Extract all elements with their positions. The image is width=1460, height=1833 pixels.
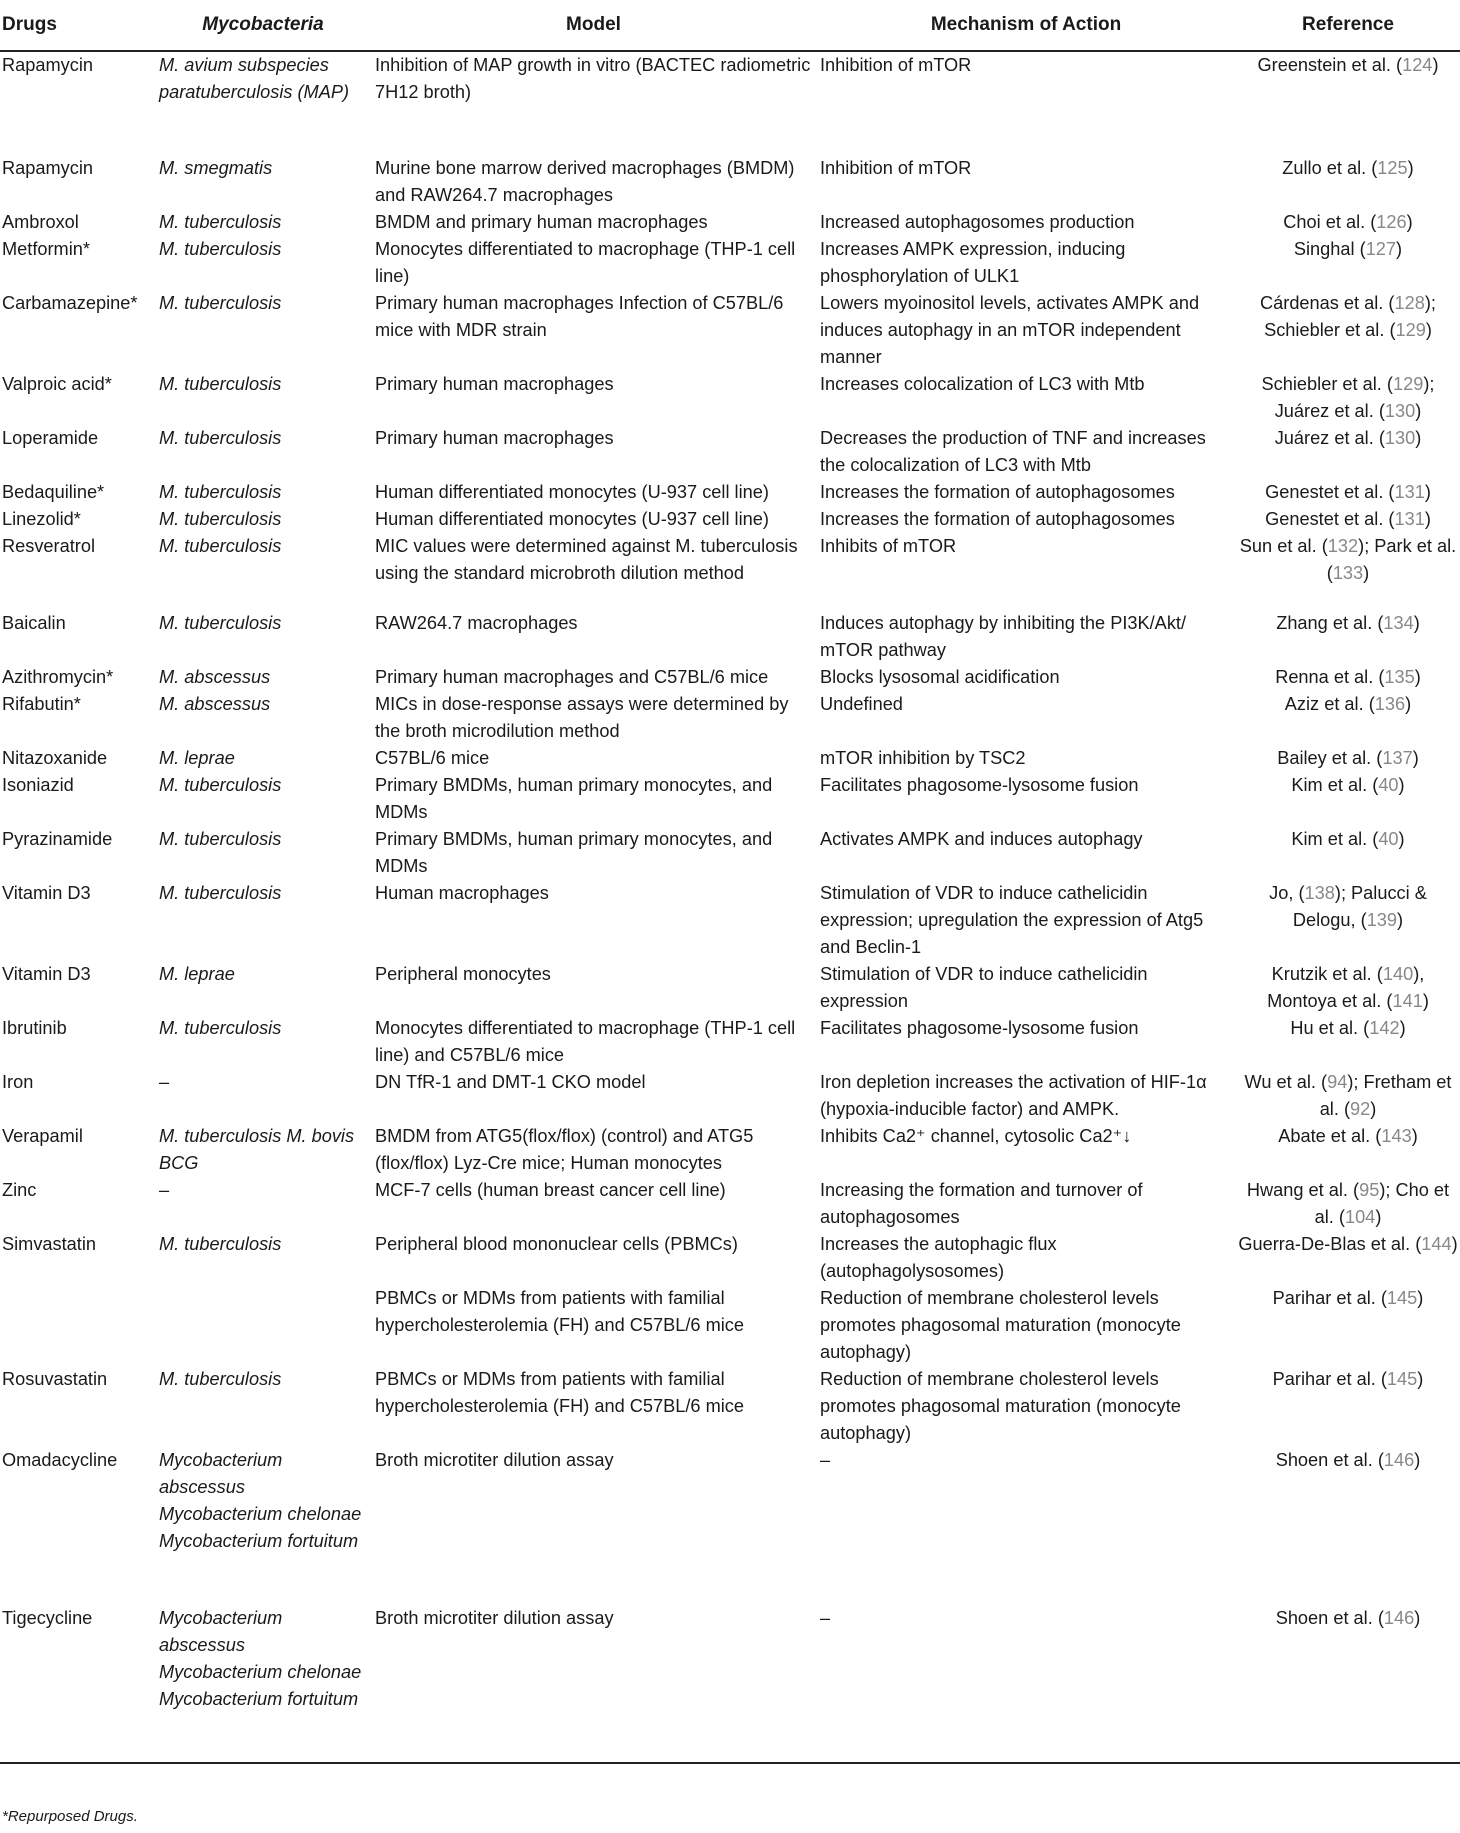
mechanism-cell: Decreases the production of TNF and increases the colocalization of LC3 with Mtb (820, 428, 1206, 475)
reference-cell: Bailey et al. (137) (1277, 748, 1419, 768)
mycobacteria-cell: M. tuberculosis (159, 829, 282, 849)
drug-cell: Loperamide (2, 428, 99, 448)
table-row (0, 1123, 1460, 1177)
reference-cell: Juárez et al. (130) (1274, 428, 1422, 448)
table-row (0, 506, 1460, 533)
table-row (0, 1366, 1460, 1447)
mechanism-cell: Iron depletion increases the activation of HIF-1α (hypoxia-inducible factor) and AMPK. (820, 1072, 1207, 1119)
model-cell: Broth microtiter dilution assay (375, 1450, 614, 1470)
table-row (0, 664, 1460, 691)
table-row (0, 1285, 1460, 1366)
header-mycobacteria: Mycobacteria (155, 0, 371, 51)
model-cell: Primary human macrophages (375, 374, 614, 394)
mycobacteria-cell: M. tuberculosis (159, 775, 282, 795)
mycobacteria-cell: M. abscessus (159, 667, 271, 687)
model-cell: Human macrophages (375, 883, 549, 903)
mechanism-cell: Undefined (820, 694, 903, 714)
drug-cell: Isoniazid (2, 775, 74, 795)
model-cell: Murine bone marrow derived macrophages (BMDM) and RAW264.7 macrophages (375, 158, 795, 205)
mechanism-cell: Increases the autophagic flux (autophagolysosomes) (820, 1234, 1057, 1281)
drug-cell: Ibrutinib (2, 1018, 67, 1038)
mechanism-cell: Inhibits Ca2⁺ channel, cytosolic Ca2⁺↓ (820, 1126, 1132, 1146)
model-cell: BMDM and primary human macrophages (375, 212, 708, 232)
model-cell: MICs in dose-response assays were determined by the broth microdilution method (375, 694, 789, 741)
mycobacteria-cell: M. leprae (159, 964, 235, 984)
header-reference: Reference (1236, 0, 1460, 51)
header-drugs: Drugs (0, 0, 155, 51)
mechanism-cell: Facilitates phagosome-lysosome fusion (820, 775, 1139, 795)
drug-cell: Nitazoxanide (2, 748, 108, 768)
reference-cell: Jo, (138); Palucci & Delogu, (139) (1269, 883, 1427, 930)
reference-cell: Cárdenas et al. (128); Schiebler et al. (129) (1260, 293, 1436, 340)
mycobacteria-cell: M. tuberculosis (159, 293, 282, 313)
mechanism-cell: Reduction of membrane cholesterol levels promotes phagosomal maturation (monocyte autophagy) (820, 1288, 1181, 1362)
mechanism-cell: Stimulation of VDR to induce cathelicidin expression; upregulation the expression of Atg5 and Beclin-1 (820, 883, 1204, 957)
reference-cell: Krutzik et al. (140), Montoya et al. (141) (1267, 964, 1429, 1011)
mechanism-cell: Stimulation of VDR to induce cathelicidin expression (820, 964, 1148, 1011)
table-row (0, 479, 1460, 506)
table-row (0, 610, 1460, 664)
footnote: *Repurposed Drugs. (2, 1808, 138, 1825)
model-cell: Primary human macrophages (375, 428, 614, 448)
mechanism-cell: Activates AMPK and induces autophagy (820, 829, 1143, 849)
drug-cell (0, 1285, 155, 1366)
drug-cell: Carbamazepine* (2, 293, 138, 313)
reference-cell: Kim et al. (40) (1291, 775, 1405, 795)
model-cell: Primary BMDMs, human primary monocytes, and MDMs (375, 829, 773, 876)
table-row (0, 745, 1460, 772)
reference-cell: Schiebler et al. (129); Juárez et al. (130) (1261, 374, 1435, 421)
mechanism-cell: – (816, 1605, 1236, 1763)
reference-cell: Parihar et al. (145) (1272, 1369, 1424, 1389)
mechanism-cell: Increases colocalization of LC3 with Mtb (820, 374, 1145, 394)
model-cell: PBMCs or MDMs from patients with familial hypercholesterolemia (FH) and C57BL/6 mice (375, 1288, 744, 1335)
reference-cell: Zullo et al. (125) (1282, 158, 1414, 178)
mycobacteria-cell: M. tuberculosis (159, 1018, 282, 1038)
reference-cell: Genestet et al. (131) (1265, 482, 1431, 502)
model-cell: MIC values were determined against M. tuberculosis using the standard microbroth dilution method (375, 536, 798, 583)
drug-cell: Bedaquiline* (2, 482, 105, 502)
table-row (0, 1447, 1460, 1605)
table-row (0, 290, 1460, 371)
table-row (0, 51, 1460, 155)
mechanism-cell: Increases AMPK expression, inducing phosphorylation of ULK1 (820, 239, 1126, 286)
table-row (0, 425, 1460, 479)
mechanism-cell: Increases the formation of autophagosomes (820, 482, 1175, 502)
mycobacteria-cell: M. tuberculosis (159, 1234, 282, 1254)
model-cell: C57BL/6 mice (375, 748, 490, 768)
table-row (0, 1015, 1460, 1069)
reference-cell: Hu et al. (142) (1290, 1018, 1406, 1038)
mycobacteria-cell: M. smegmatis (159, 158, 273, 178)
table-row (0, 533, 1460, 610)
mechanism-cell: mTOR inhibition by TSC2 (820, 748, 1026, 768)
drug-cell: Tigecycline (0, 1605, 155, 1763)
drug-cell: Linezolid* (2, 509, 81, 529)
model-cell: Peripheral monocytes (375, 964, 551, 984)
model-cell: DN TfR-1 and DMT-1 CKO model (375, 1072, 646, 1092)
reference-cell: Wu et al. (94); Fretham et al. (92) (1244, 1072, 1452, 1119)
mycobacteria-cell: M. tuberculosis (159, 428, 282, 448)
header-model: Model (371, 0, 816, 51)
model-cell: MCF-7 cells (human breast cancer cell line) (375, 1180, 726, 1200)
table-row (0, 1605, 1460, 1763)
drug-cell: Rapamycin (2, 158, 93, 178)
mycobacteria-cell: – (159, 1180, 170, 1200)
drug-cell: Zinc (2, 1180, 37, 1200)
mechanism-cell: Increasing the formation and turnover of autophagosomes (820, 1180, 1143, 1227)
mycobacteria-cell: M. tuberculosis (159, 509, 282, 529)
drug-cell: Rifabutin* (2, 694, 81, 714)
reference-cell: Sun et al. (132); Park et al. (133) (1239, 536, 1457, 583)
model-cell: Primary human macrophages Infection of C57BL/6 mice with MDR strain (375, 293, 784, 340)
table-row (0, 772, 1460, 826)
drug-cell: Iron (2, 1072, 34, 1092)
mechanism-cell: Increases the formation of autophagosomes (820, 509, 1175, 529)
mycobacteria-cell: M. tuberculosis (159, 536, 282, 556)
mycobacteria-cell: – (159, 1072, 170, 1092)
drug-cell: Pyrazinamide (2, 829, 113, 849)
mycobacteria-cell: M. tuberculosis (159, 212, 282, 232)
reference-cell: Parihar et al. (145) (1272, 1288, 1424, 1308)
drug-cell: Metformin* (2, 239, 90, 259)
drug-cell: Azithromycin* (2, 667, 114, 687)
drug-cell: Rapamycin (2, 55, 93, 75)
reference-cell: Singhal (127) (1293, 239, 1403, 259)
mycobacteria-cell: M. avium subspecies paratuberculosis (MAP) (159, 55, 350, 102)
mechanism-cell: Inhibits of mTOR (820, 536, 957, 556)
drug-cell: Omadacycline (2, 1450, 118, 1470)
drug-cell: Vitamin D3 (2, 964, 91, 984)
mycobacteria-cell: Mycobacterium abscessus Mycobacterium chelonae Mycobacterium fortuitum (155, 1605, 371, 1763)
header-row (0, 0, 1460, 51)
model-cell: Human differentiated monocytes (U-937 cell line) (375, 482, 769, 502)
reference-cell: Genestet et al. (131) (1265, 509, 1431, 529)
model-cell: Primary human macrophages and C57BL/6 mice (375, 667, 769, 687)
reference-cell: Greenstein et al. (124) (1257, 55, 1439, 75)
model-cell: Monocytes differentiated to macrophage (THP-1 cell line) (375, 239, 796, 286)
reference-cell: Shoen et al. (146) (1275, 1450, 1421, 1470)
model-cell: BMDM from ATG5(flox/flox) (control) and ATG5 (flox/flox) Lyz-Cre mice; Human monocytes (375, 1126, 754, 1173)
reference-cell: Hwang et al. (95); Cho et al. (104) (1246, 1180, 1450, 1227)
table-row (0, 961, 1460, 1015)
reference-cell: Aziz et al. (136) (1284, 694, 1412, 714)
reference-cell: Kim et al. (40) (1291, 829, 1405, 849)
drug-cell: Verapamil (2, 1126, 83, 1146)
mechanism-cell: Induces autophagy by inhibiting the PI3K/Akt/ mTOR pathway (820, 613, 1187, 660)
drug-cell: Resveratrol (2, 536, 95, 556)
drug-cell: Ambroxol (2, 212, 79, 232)
model-cell: PBMCs or MDMs from patients with familial hypercholesterolemia (FH) and C57BL/6 mice (375, 1369, 744, 1416)
mechanism-cell: – (820, 1450, 831, 1470)
mechanism-cell: Reduction of membrane cholesterol levels promotes phagosomal maturation (monocyte autophagy) (820, 1369, 1181, 1443)
drug-cell: Rosuvastatin (2, 1369, 108, 1389)
reference-cell: Shoen et al. (146) (1236, 1605, 1460, 1763)
model-cell: Inhibition of MAP growth in vitro (BACTEC radiometric 7H12 broth) (375, 55, 811, 102)
drug-cell: Simvastatin (2, 1234, 97, 1254)
mycobacteria-cell: M. tuberculosis (159, 374, 282, 394)
mechanism-cell: Lowers myoinositol levels, activates AMPK and induces autophagy in an mTOR independent manner (820, 293, 1200, 367)
model-cell: Broth microtiter dilution assay (371, 1605, 816, 1763)
table-row (0, 236, 1460, 290)
model-cell: Monocytes differentiated to macrophage (THP-1 cell line) and C57BL/6 mice (375, 1018, 796, 1065)
table-row (0, 1231, 1460, 1285)
mechanism-cell: Blocks lysosomal acidification (820, 667, 1060, 687)
mechanism-cell: Facilitates phagosome-lysosome fusion (820, 1018, 1139, 1038)
drug-cell: Valproic acid* (2, 374, 112, 394)
table-row (0, 209, 1460, 236)
table-row (0, 880, 1460, 961)
mycobacteria-cell: M. tuberculosis (159, 883, 282, 903)
mycobacteria-cell: M. tuberculosis (159, 1369, 282, 1389)
mycobacteria-cell (155, 1285, 371, 1366)
mycobacteria-cell: Mycobacterium abscessus Mycobacterium chelonae Mycobacterium fortuitum (159, 1450, 362, 1551)
mechanism-cell: Inhibition of mTOR (820, 158, 972, 178)
reference-cell: Guerra-De-Blas et al. (144) (1238, 1234, 1458, 1254)
mycobacteria-cell: M. tuberculosis M. bovis BCG (159, 1126, 355, 1173)
mycobacteria-cell: M. abscessus (159, 694, 271, 714)
model-cell: Human differentiated monocytes (U-937 cell line) (375, 509, 769, 529)
table-body (0, 51, 1460, 1763)
mycobacteria-cell: M. tuberculosis (159, 239, 282, 259)
mechanism-cell: Increased autophagosomes production (820, 212, 1135, 232)
table-row (0, 1177, 1460, 1231)
mechanism-cell: Inhibition of mTOR (820, 55, 972, 75)
drug-cell: Baicalin (2, 613, 66, 633)
mycobacteria-cell: M. tuberculosis (159, 482, 282, 502)
model-cell: Peripheral blood mononuclear cells (PBMCs) (375, 1234, 738, 1254)
table-row (0, 826, 1460, 880)
drug-cell: Vitamin D3 (2, 883, 91, 903)
reference-cell: Abate et al. (143) (1278, 1126, 1418, 1146)
reference-cell: Zhang et al. (134) (1276, 613, 1420, 633)
mycobacteria-cell: M. tuberculosis (159, 613, 282, 633)
model-cell: Primary BMDMs, human primary monocytes, and MDMs (375, 775, 773, 822)
reference-cell: Choi et al. (126) (1283, 212, 1413, 232)
table-row (0, 371, 1460, 425)
table-row (0, 1069, 1460, 1123)
model-cell: RAW264.7 macrophages (375, 613, 578, 633)
reference-cell: Renna et al. (135) (1275, 667, 1421, 687)
mycobacteria-cell: M. leprae (159, 748, 235, 768)
header-mechanism: Mechanism of Action (816, 0, 1236, 51)
table-row (0, 691, 1460, 745)
table-row (0, 155, 1460, 209)
